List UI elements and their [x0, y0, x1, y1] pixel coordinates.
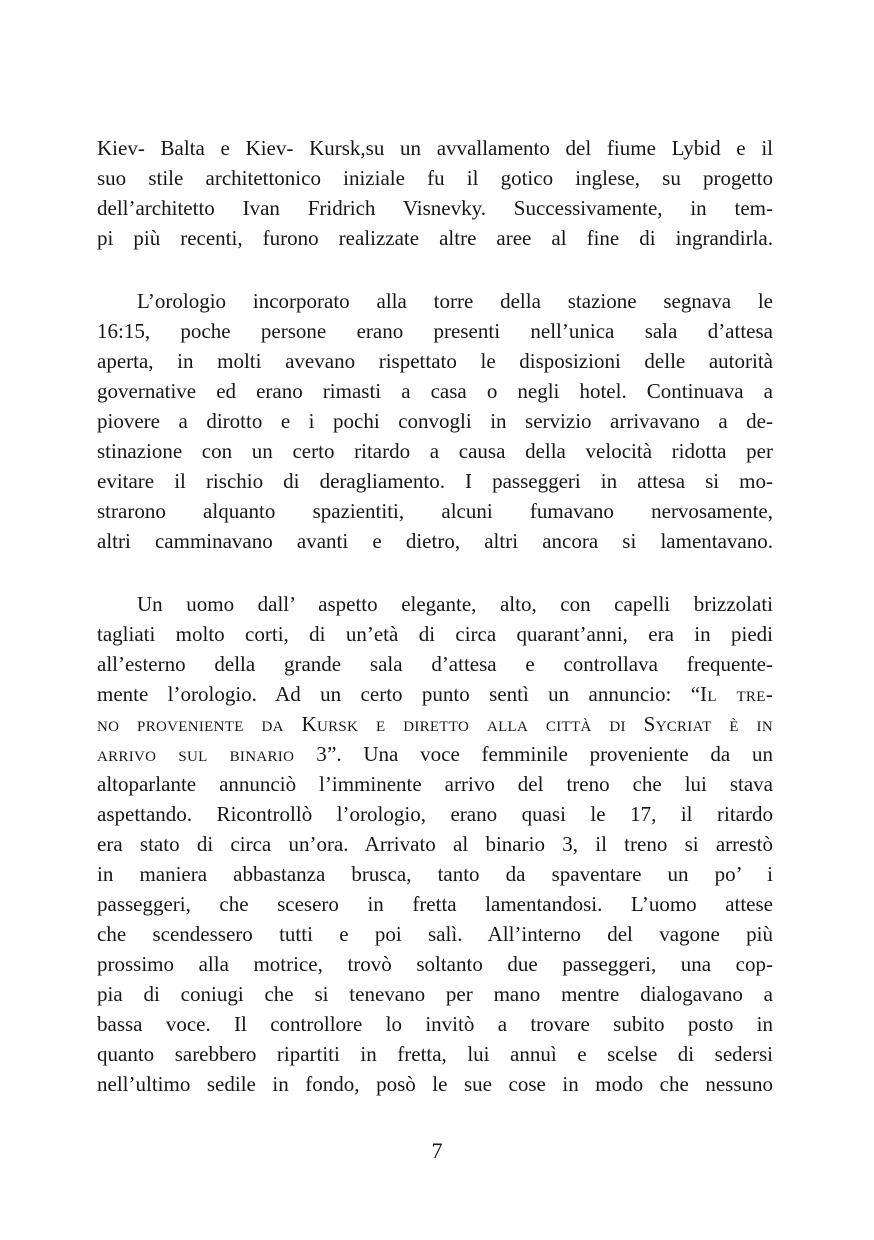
body-text-segment: evitare il rischio di deragliamento. I passeggeri in attesa si mo-	[97, 469, 773, 493]
text-line	[97, 133, 773, 163]
text-line	[97, 1039, 773, 1069]
body-text-segment: altoparlante annunciò l’imminente arrivo del treno che lui stava	[97, 772, 773, 796]
paragraph	[97, 133, 773, 253]
text-line	[97, 406, 773, 436]
text-line	[97, 496, 773, 526]
text-line	[97, 526, 773, 556]
body-text-segment: pi più recenti, furono realizzate altre aree al fine di ingrandirla.	[97, 226, 773, 250]
body-text-segment: era stato di circa un’ora. Arrivato al binario 3, il treno si arrestò	[97, 832, 773, 856]
text-line	[97, 436, 773, 466]
body-text-segment: suo stile architettonico iniziale fu il gotico inglese, su progetto	[97, 166, 773, 190]
text-line	[97, 649, 773, 679]
body-text-segment: aperta, in molti avevano rispettato le disposizioni delle autorità	[97, 349, 773, 373]
body-text-segment: altri camminavano avanti e dietro, altri ancora si lamentavano.	[97, 529, 773, 553]
body-text-segment: pia di coniugi che si tenevano per mano mentre dialogavano a	[97, 982, 773, 1006]
text-line	[97, 979, 773, 1009]
text-line	[97, 163, 773, 193]
body-text-segment: quanto sarebbero ripartiti in fretta, lui annuì e scelse di sedersi	[97, 1042, 773, 1066]
text-line	[97, 1009, 773, 1039]
text-line	[97, 799, 773, 829]
text-line	[97, 316, 773, 346]
body-text-segment: strarono alquanto spazientiti, alcuni fumavano nervosamente,	[97, 499, 773, 523]
body-text-segment: Un uomo dall’ aspetto elegante, alto, con capelli brizzolati	[137, 592, 773, 616]
text-line	[97, 619, 773, 649]
text-line	[97, 286, 773, 316]
text-block	[97, 133, 773, 1099]
text-line	[97, 859, 773, 889]
announcement-small-caps-segment: no proveniente da Kursk e diretto alla città di Sycriat è in	[97, 712, 773, 736]
body-text-segment: Kiev- Balta e Kiev- Kursk,su un avvallamento del fiume Lybid e il	[97, 136, 773, 160]
text-line	[97, 679, 773, 709]
text-line	[97, 466, 773, 496]
text-line	[97, 739, 773, 769]
body-text-segment: passeggeri, che scesero in fretta lamentandosi. L’uomo attese	[97, 892, 773, 916]
body-text-segment: mente l’orologio. Ad un certo punto sentì un annuncio: “	[97, 682, 701, 706]
paragraph	[97, 589, 773, 1099]
text-line	[97, 919, 773, 949]
body-text-segment: aspettando. Ricontrollò l’orologio, erano quasi le 17, il ritardo	[97, 802, 773, 826]
body-text-segment: all’esterno della grande sala d’attesa e controllava frequente-	[97, 652, 773, 676]
text-line	[97, 346, 773, 376]
text-line	[97, 376, 773, 406]
text-line	[97, 223, 773, 253]
body-text-segment: governative ed erano rimasti a casa o negli hotel. Continuava a	[97, 379, 773, 403]
text-line	[97, 1069, 773, 1099]
text-line	[97, 829, 773, 859]
body-text-segment: stinazione con un certo ritardo a causa della velocità ridotta per	[97, 439, 773, 463]
announcement-small-caps-segment: Il tre-	[700, 682, 773, 706]
text-line	[97, 769, 773, 799]
body-text-segment: piovere a dirotto e i pochi convogli in servizio arrivavano a de-	[97, 409, 773, 433]
text-line	[97, 889, 773, 919]
body-text-segment: prossimo alla motrice, trovò soltanto due passeggeri, una cop-	[97, 952, 773, 976]
text-line	[97, 709, 773, 739]
body-text-segment: bassa voce. Il controllore lo invitò a trovare subito posto in	[97, 1012, 773, 1036]
body-text-segment: dell’architetto Ivan Fridrich Visnevky. Successivamente, in tem-	[97, 196, 773, 220]
body-text-segment: nell’ultimo sedile in fondo, posò le sue cose in modo che nessuno	[97, 1072, 773, 1096]
body-text-segment: ”. Una voce femminile proveniente da un	[327, 742, 773, 766]
announcement-small-caps-segment: arrivo sul binario 3	[97, 742, 328, 766]
body-text-segment: in maniera abbastanza brusca, tanto da spaventare un po’ i	[97, 862, 773, 886]
body-text-segment: che scendessero tutti e poi salì. All’interno del vagone più	[97, 922, 773, 946]
text-line	[97, 949, 773, 979]
paragraph	[97, 286, 773, 556]
body-text-segment: tagliati molto corti, di un’età di circa quarant’anni, era in piedi	[97, 622, 773, 646]
text-line	[97, 193, 773, 223]
body-text-segment: L’orologio incorporato alla torre della stazione segnava le	[137, 289, 773, 313]
text-line	[97, 589, 773, 619]
body-text-segment: 16:15, poche persone erano presenti nell’unica sala d’attesa	[97, 319, 773, 343]
page-number: 7	[431, 1138, 443, 1163]
